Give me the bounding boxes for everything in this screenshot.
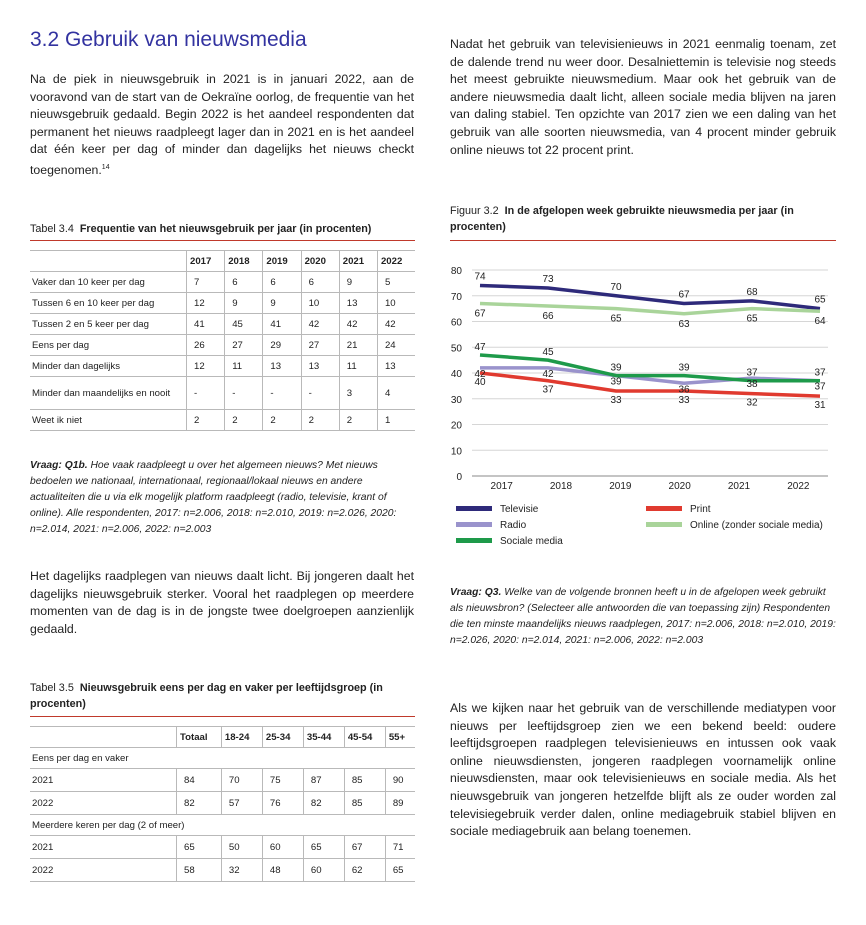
table35-header-cell [30,727,177,748]
data-label: 65 [746,313,758,325]
y-tick-label: 30 [450,394,462,406]
table-cell: 12 [187,293,225,314]
data-label: 73 [542,274,554,286]
y-tick-label: 70 [450,291,462,303]
table-row [30,410,415,431]
table34-note-question: Vraag: Q1b. [30,460,88,471]
table-cell: 2 [339,410,377,431]
table34-title: Frequentie van het nieuwsgebruik per jaar (in procenten) [79,223,372,235]
table-cell: 13 [339,293,377,314]
table34-label: Tabel 3.4 [30,223,74,235]
legend-swatch [456,538,492,543]
table-cell: 58 [177,859,222,882]
section-label: Meerdere keren per dag (2 of meer) [30,815,415,836]
data-label: 70 [610,281,622,293]
table-row [30,272,415,293]
data-label: 38 [746,379,758,391]
table-cell: - [263,377,301,410]
table-cell: 82 [303,792,344,815]
table-cell: 9 [225,293,263,314]
y-tick-label: 60 [450,317,462,329]
table35-title: Nieuwsgebruik eens per dag en vaker per leeftijdsgroep (in procenten) [30,682,383,710]
table-row [30,335,415,356]
table-cell: 71 [385,836,415,859]
table-cell: 7 [187,272,225,293]
table35-header-row [30,727,415,748]
data-label: 37 [814,367,826,379]
table-row [30,356,415,377]
table34-header-row [30,251,415,272]
table-cell: 29 [263,335,301,356]
table35-header-cell: 18-24 [221,727,262,748]
table35 [30,726,415,882]
data-label: 39 [678,362,690,374]
table-cell: 6 [301,272,339,293]
table35-header-cell: 45-54 [344,727,385,748]
table34-header-cell: 2020 [301,251,339,272]
data-label: 36 [678,384,690,396]
legend-swatch [646,506,682,511]
data-label: 33 [678,395,690,407]
figure-label: Figuur 3.2 [450,205,499,217]
data-label: 65 [814,294,826,306]
table-cell: - [187,377,225,410]
table34 [30,250,415,431]
table35-header-cell: Totaal [177,727,222,748]
table-cell: 2 [263,410,301,431]
table-cell: 12 [187,356,225,377]
table-cell: 2 [301,410,339,431]
table34-header-cell: 2021 [339,251,377,272]
table34-header-cell: 2018 [225,251,263,272]
data-label: 37 [542,384,554,396]
y-tick-label: 80 [450,266,462,277]
legend-label: Sociale media [500,536,563,547]
table-cell: 13 [301,356,339,377]
table34-header-cell: 2017 [187,251,225,272]
table34-note-text: Hoe vaak raadpleegt u over het algemeen nieuws? Met nieuws bedoelen we nationaal, internationaal, regionaal/lokaal nieuws en andere actualiteiten die u via elk mogelijk platform raadpleegt (radio, televisie, krant of online). Alle respondenten, 2017: n=2.006, 2018: n=2.010, 2019: n=2.026, 2020: n=2.014, 2021: n=2.006, 2022: n=2.003 [30,460,397,535]
legend-swatch [646,522,682,527]
y-tick-label: 0 [456,472,462,483]
data-label: 42 [474,368,486,380]
y-tick-label: 10 [450,446,462,458]
data-label: 37 [746,367,758,379]
figure-note [450,585,836,649]
legend-label: Online (zonder sociale media) [690,520,823,531]
data-label: 74 [474,271,486,283]
table-cell: 9 [339,272,377,293]
table-cell: 57 [221,792,262,815]
table-cell: 41 [187,314,225,335]
table-cell: 4 [377,377,415,410]
table-cell: 13 [377,356,415,377]
x-tick-label: 2018 [549,481,573,492]
data-label: 40 [474,377,486,388]
section-label: Eens per dag en vaker [30,748,415,769]
table35-header-cell: 35-44 [303,727,344,748]
row-label: 2021 [30,836,177,859]
data-label: 31 [814,400,826,412]
data-label: 65 [610,313,622,325]
row-label: 2021 [30,769,177,792]
table35-caption [30,680,415,712]
data-label: 66 [542,311,554,323]
table-cell: 21 [339,335,377,356]
table-row [30,293,415,314]
table-cell: 6 [263,272,301,293]
data-label: 67 [678,289,690,301]
table-cell: 65 [385,859,415,882]
table-cell: 67 [344,836,385,859]
table-cell: 42 [339,314,377,335]
data-label: 39 [610,376,622,388]
table-cell: - [301,377,339,410]
table-cell: 75 [262,769,303,792]
table-row [30,836,415,859]
table35-rule [30,716,415,717]
table-cell: 9 [263,293,301,314]
table-cell: 85 [344,769,385,792]
table-cell: 24 [377,335,415,356]
table-cell: 82 [177,792,222,815]
table34-caption [30,221,415,237]
table-cell: 26 [187,335,225,356]
row-label: Weet ik niet [30,410,187,431]
table-cell: 84 [177,769,222,792]
table-cell: 62 [344,859,385,882]
table-cell: 89 [385,792,415,815]
x-tick-label: 2021 [727,481,751,492]
table-cell: 90 [385,769,415,792]
right-outro-paragraph: Als we kijken naar het gebruik van de verschillende mediatypen voor nieuws per leeftijdsgroep zien we een bekend beeld: oudere leeftijdsgroepen raadplegen televisienieuws en intussen ook vaak online nieuwsdiensten, jongeren raadplegen voornamelijk online nieuwsdiensten, maar ook televisienieuws en sociale media. Als het nieuwsgebruik van jongeren hetzelfde blijft als ze ouder worden zal televisiegebruik verder dalen, online mediagebruik stabiel blijven en sociale mediagebruik aan belang toenemen. [450,701,836,839]
row-label: Vaker dan 10 keer per dag [30,272,187,293]
row-label: Eens per dag [30,335,187,356]
table-cell: 48 [262,859,303,882]
table-cell: 2 [187,410,225,431]
table-cell: - [225,377,263,410]
x-tick-label: 2022 [787,481,810,492]
row-label: 2022 [30,859,177,882]
table-cell: 1 [377,410,415,431]
table-cell: 87 [303,769,344,792]
table-cell: 11 [339,356,377,377]
table-cell: 42 [301,314,339,335]
legend-swatch [456,522,492,527]
data-label: 68 [746,286,758,298]
row-label: Tussen 2 en 5 keer per dag [30,314,187,335]
mid-paragraph: Het dagelijks raadplegen van nieuws daalt licht. Bij jongeren daalt het dagelijks nieuwsgebruik sterker. Vooral het raadplegen op meerdere momenten van de dag is in de jongste twee doelgroepen aanzienlijk gedaald. [30,569,414,636]
table35-header-cell: 25-34 [262,727,303,748]
data-label: 67 [474,308,486,320]
intro-paragraph [30,71,414,180]
row-label: Minder dan maandelijks en nooit [30,377,187,410]
table-cell: 13 [263,356,301,377]
table-cell: 27 [225,335,263,356]
right-intro-paragraph: Nadat het gebruik van televisienieuws in 2021 eenmalig toenam, zet de dalende trend nu weer door. Desalniettemin is televisie nog steeds het meest gebruikte nieuwsmedium. Maar ook het gebruik van de andere nieuwsmedia daalt licht, alleen sociale media blijven na jaren van daling stabiel. Ten opzichte van 2017 zien we een daling van het gebruik van alle soorten nieuwsmedia, van 4 procent minder gebruik online nieuws tot 22 procent print. [450,37,836,157]
data-label: 45 [542,347,554,359]
table-cell: 10 [301,293,339,314]
table-row [30,769,415,792]
y-tick-label: 50 [450,343,462,355]
table34-header-cell [30,251,187,272]
table-cell: 2 [225,410,263,431]
table34-note [30,458,415,538]
table-cell: 65 [303,836,344,859]
series-line-online-zonder-sociale-media- [480,303,820,313]
table-cell: 65 [177,836,222,859]
table-cell: 45 [225,314,263,335]
x-tick-label: 2020 [668,481,691,492]
table-cell: 10 [377,293,415,314]
data-label: 39 [610,362,622,374]
table-section-row [30,815,415,836]
intro-text: Na de piek in nieuwsgebruik in 2021 is in januari 2022, aan de vooravond van de start van de Oekraïne oorlog, de frequentie van het nieuwsgebruik gedaald. Begin 2022 is het aandeel respondenten dat permanent het nieuws raadpleegt lager dan in 2021 en is het aandeel dat één keer per dag of minder dan dagelijks het nieuws checkt toegenomen. [30,72,414,178]
legend-label: Print [690,504,711,515]
table-row [30,859,415,882]
x-tick-label: 2019 [609,481,632,492]
table35-label: Tabel 3.5 [30,682,74,694]
table-cell: 70 [221,769,262,792]
section-heading: 3.2 Gebruik van nieuwsmedia [30,28,307,51]
y-tick-label: 20 [450,420,462,432]
y-tick-label: 40 [450,369,462,380]
table-row [30,792,415,815]
figure-caption [450,203,836,235]
table-cell: 41 [263,314,301,335]
data-label: 64 [814,316,826,328]
table34-rule [30,240,415,241]
row-label: 2022 [30,792,177,815]
data-label: 63 [678,318,690,330]
table35-header-cell: 55+ [385,727,415,748]
table-cell: 42 [377,314,415,335]
table-cell: 76 [262,792,303,815]
data-label: 33 [610,395,622,407]
legend-label: Radio [500,520,527,531]
table-cell: 11 [225,356,263,377]
table-row [30,314,415,335]
table-cell: 60 [303,859,344,882]
data-label: 32 [746,397,758,409]
figure-note-question: Vraag: Q3. [450,587,502,598]
row-label: Minder dan dagelijks [30,356,187,377]
table-cell: 50 [221,836,262,859]
table-row [30,377,415,410]
figure-title: In de afgelopen week gebruikte nieuwsmedia per jaar (in procenten) [450,205,794,233]
table34-header-cell: 2022 [377,251,415,272]
news-media-line-chart [440,256,840,556]
x-tick-label: 2017 [490,481,513,492]
figure-note-text: Welke van de volgende bronnen heeft u in de afgelopen week gebruikt als nieuwsbron? (Selecteer alle antwoorden die van toepassing zijn) Respondenten die ten minste maandelijks nieuws raadplegen, 2017: n=2.006, 2018: n=2.010, 2019: n=2.026, 2020: n=2.014, 2021: n=2.006, 2022: n=2.003 [450,587,836,646]
row-label: Tussen 6 en 10 keer per dag [30,293,187,314]
data-label: 42 [542,368,554,380]
data-label: 37 [814,381,826,393]
table-cell: 32 [221,859,262,882]
table-cell: 3 [339,377,377,410]
table-cell: 5 [377,272,415,293]
figure-rule [450,240,836,241]
table-cell: 85 [344,792,385,815]
table-section-row [30,748,415,769]
data-label: 47 [474,341,486,353]
table34-header-cell: 2019 [263,251,301,272]
footnote-ref: 14 [101,163,110,171]
table-cell: 27 [301,335,339,356]
table-cell: 6 [225,272,263,293]
legend-swatch [456,506,492,511]
table-cell: 60 [262,836,303,859]
legend-label: Televisie [500,504,539,515]
